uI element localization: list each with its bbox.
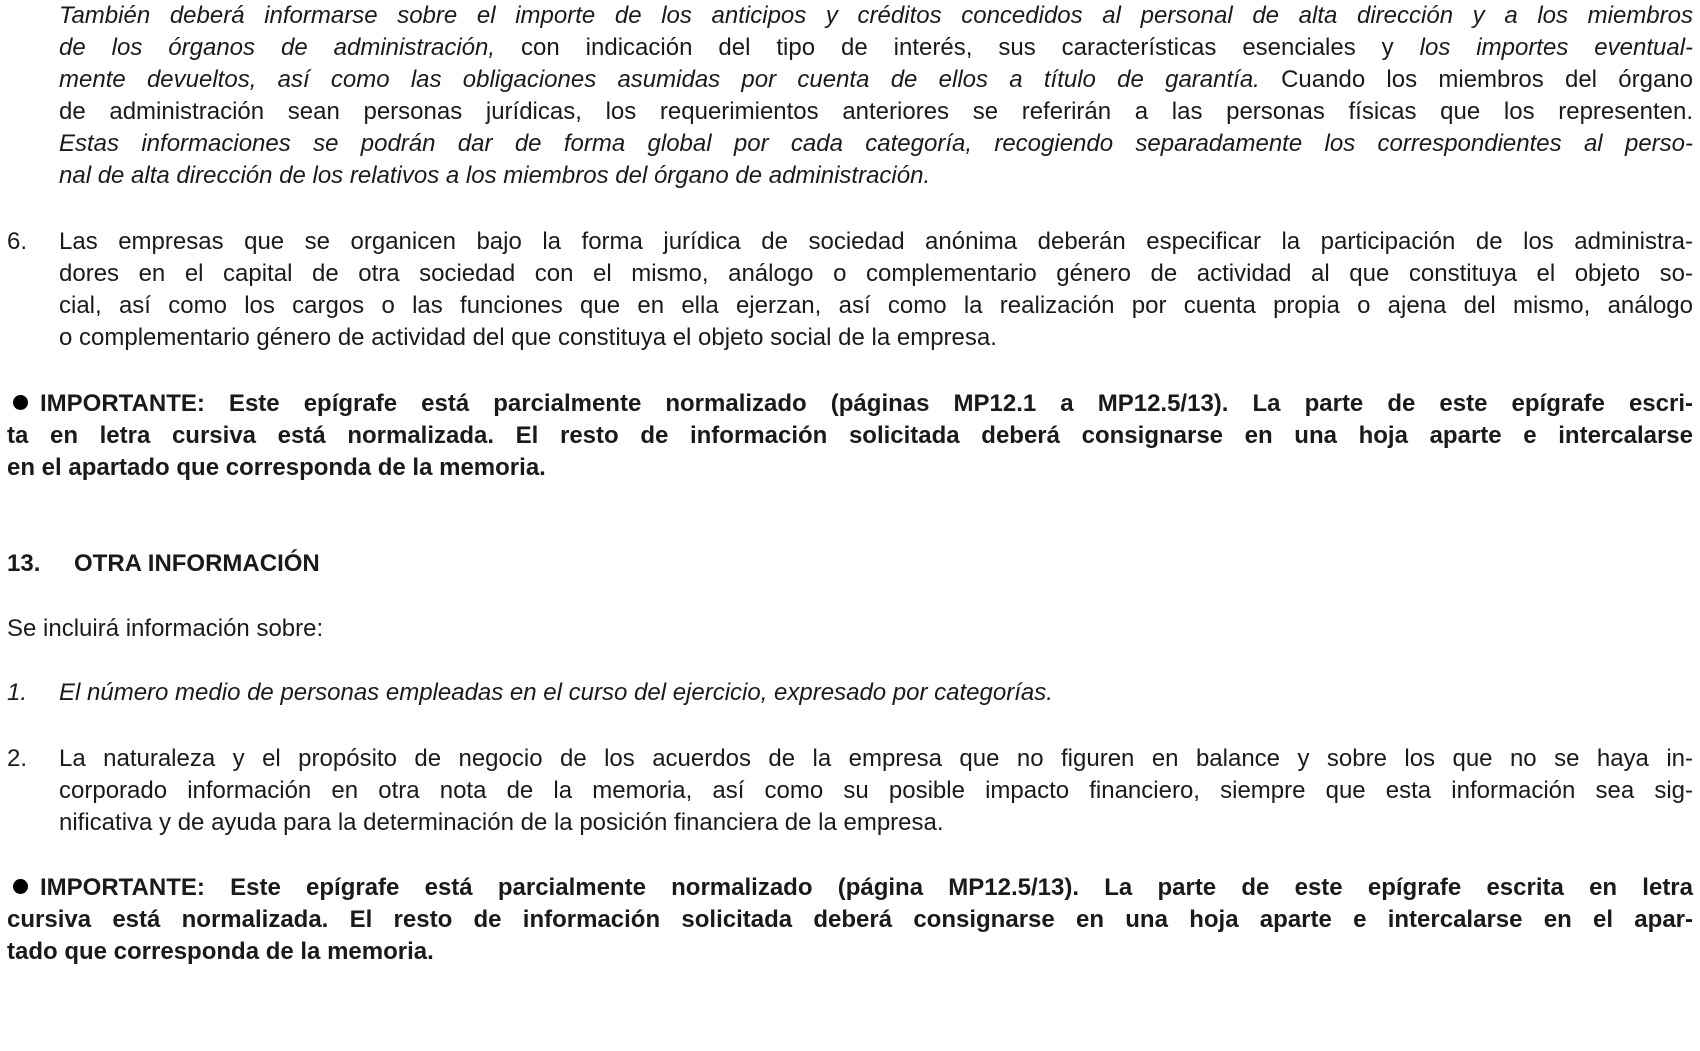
paragraph-top-line-2 xyxy=(59,32,1693,64)
text-run: con indicación del tipo de interés, sus características esenciales y xyxy=(495,34,1420,61)
text-run: Estas informaciones se podrán dar de forma global por cada categoría, recogiendo separadamente los correspondientes al perso- xyxy=(59,130,1693,157)
list-item-number: 2. xyxy=(7,745,28,772)
important-note-line: tado que corresponda de la memoria. xyxy=(7,938,434,965)
list-item-6-line: Las empresas que se organicen bajo la forma jurídica de sociedad anónima deberán especificar la participación de los administra- xyxy=(59,228,1693,255)
list-item-number: 6. xyxy=(7,228,28,255)
paragraph-top-line-5 xyxy=(59,128,1693,160)
bullet-icon xyxy=(13,395,28,410)
section-number: 13. xyxy=(7,550,41,577)
important-note-line: cursiva está normalizada. El resto de información solicitada deberá consignarse en una hoja aparte e intercalarse en el apar- xyxy=(7,906,1693,933)
text-run: de administración sean personas jurídicas, los requerimientos anteriores se referirán a las personas físicas que los representen. xyxy=(59,98,1693,125)
important-note-line: en el apartado que corresponda de la memoria. xyxy=(7,454,546,481)
list-item-1-text: El número medio de personas empleadas en el curso del ejercicio, expresado por categorías. xyxy=(59,679,1053,706)
list-item-6-line: dores en el capital de otra sociedad con el mismo, análogo o complementario género de actividad al que constituya el objeto so- xyxy=(59,260,1693,287)
list-item-2-line: nificativa y de ayuda para la determinación de la posición financiera de la empresa. xyxy=(59,809,944,836)
important-note-line: IMPORTANTE: Este epígrafe está parcialmente normalizado (páginas MP12.1 a MP12.5/13). La parte de este epígrafe escri- xyxy=(7,388,1693,420)
important-note-line: IMPORTANTE: Este epígrafe está parcialmente normalizado (página MP12.5/13). La parte de este epígrafe escrita en letra xyxy=(7,872,1693,904)
section-intro: Se incluirá información sobre: xyxy=(7,615,324,642)
list-item-2-line: La naturaleza y el propósito de negocio de los acuerdos de la empresa que no figuren en balance y sobre los que no se haya in- xyxy=(59,745,1693,772)
paragraph-top-line-4 xyxy=(59,96,1693,128)
section-heading xyxy=(7,548,320,580)
important-note-line: ta en letra cursiva está normalizada. El resto de información solicitada deberá consignarse en una hoja aparte e intercalarse xyxy=(7,422,1693,449)
text-run: Cuando los miembros del órgano xyxy=(1259,66,1693,93)
section-title: OTRA INFORMACIÓN xyxy=(74,550,320,577)
text-run: nal de alta dirección de los relativos a los miembros del órgano de administración. xyxy=(59,162,931,189)
text-run: También deberá informarse sobre el importe de los anticipos y créditos concedidos al personal de alta dirección y a los miembros xyxy=(59,2,1693,29)
paragraph-top-line-1 xyxy=(59,0,1693,32)
text-run: mente devueltos, así como las obligaciones asumidas por cuenta de ellos a título de garantía. xyxy=(59,66,1260,93)
text-run: de los órganos de administración, xyxy=(59,34,496,61)
text-run: los importes eventual- xyxy=(1419,34,1694,61)
bullet-icon xyxy=(13,879,28,894)
paragraph-top-line-3 xyxy=(59,64,1693,96)
list-item-2-line: corporado información en otra nota de la memoria, así como su posible impacto financiero, siempre que esta información sea sig- xyxy=(59,777,1693,804)
list-item-6-line: cial, así como los cargos o las funciones que en ella ejerzan, así como la realización por cuenta propia o ajena del mismo, análogo xyxy=(59,292,1693,319)
list-item-number: 1. xyxy=(7,679,28,706)
list-item-6-line: o complementario género de actividad del que constituya el objeto social de la empresa. xyxy=(59,324,997,351)
paragraph-top-line-6 xyxy=(59,160,930,192)
